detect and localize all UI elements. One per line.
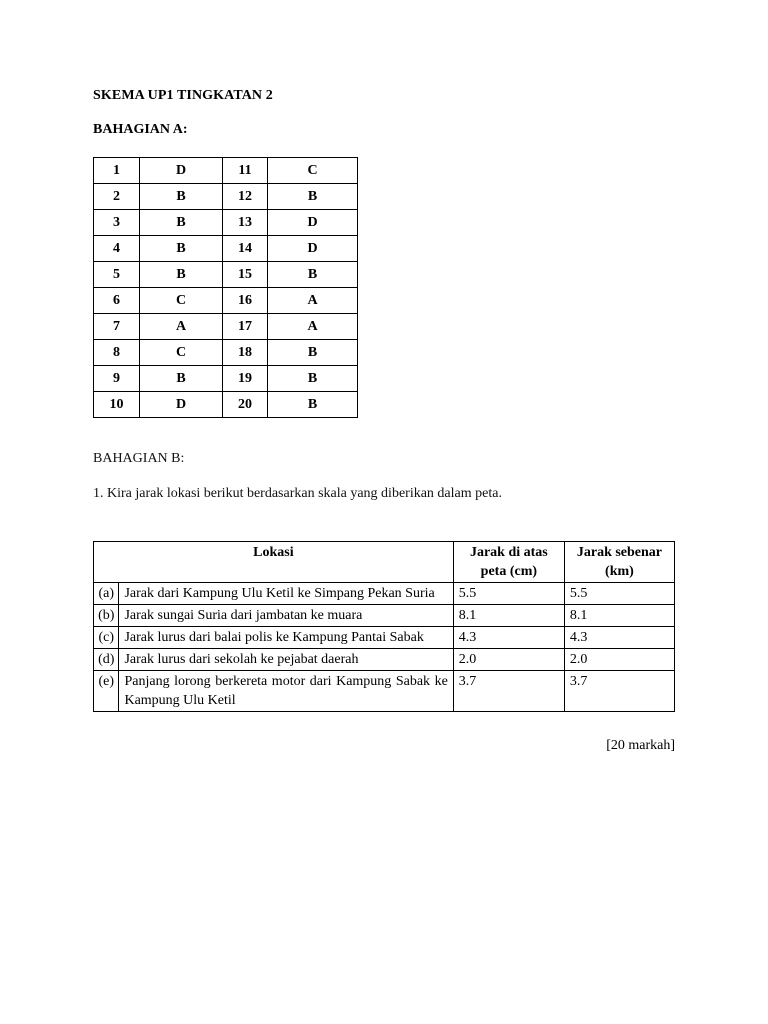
- header-real-distance: Jarak sebenar (km): [564, 542, 674, 583]
- question-number: 16: [223, 288, 268, 314]
- question-number: 8: [94, 340, 140, 366]
- question-number: 18: [223, 340, 268, 366]
- map-distance-value: 4.3: [453, 627, 564, 649]
- answer-cell: B: [268, 184, 358, 210]
- question-number: 3: [94, 210, 140, 236]
- question-number: 15: [223, 262, 268, 288]
- answer-cell: B: [268, 262, 358, 288]
- table-row: [94, 262, 358, 288]
- answer-cell: C: [268, 158, 358, 184]
- table-row: [94, 649, 675, 671]
- table-row: [94, 605, 675, 627]
- table-row: [94, 392, 358, 418]
- row-description: Jarak sungai Suria dari jambatan ke muara: [119, 605, 453, 627]
- real-distance-value: 2.0: [564, 649, 674, 671]
- answer-cell: D: [268, 210, 358, 236]
- section-b-heading: BAHAGIAN B:: [93, 451, 185, 466]
- answer-cell: B: [140, 184, 223, 210]
- question-number: 4: [94, 236, 140, 262]
- question-number: 2: [94, 184, 140, 210]
- row-description: Jarak lurus dari sekolah ke pejabat daerah: [119, 649, 453, 671]
- answer-cell: B: [140, 262, 223, 288]
- table-row: [94, 314, 358, 340]
- answer-cell: D: [140, 158, 223, 184]
- table-row: [94, 340, 358, 366]
- table-row: [94, 158, 358, 184]
- answer-cell: B: [140, 366, 223, 392]
- row-label: (a): [94, 583, 119, 605]
- table-row: [94, 627, 675, 649]
- answer-cell: B: [268, 340, 358, 366]
- row-label: (d): [94, 649, 119, 671]
- row-label: (b): [94, 605, 119, 627]
- answer-cell: A: [140, 314, 223, 340]
- question-number: 7: [94, 314, 140, 340]
- header-location: Lokasi: [94, 542, 454, 583]
- answer-cell: C: [140, 340, 223, 366]
- answer-cell: A: [268, 314, 358, 340]
- answer-cell: B: [140, 210, 223, 236]
- answer-cell: B: [268, 366, 358, 392]
- total-marks: [20 markah]: [606, 738, 675, 753]
- question-number: 17: [223, 314, 268, 340]
- row-description: Panjang lorong berkereta motor dari Kampung Sabak ke Kampung Ulu Ketil: [119, 671, 453, 712]
- question-number: 20: [223, 392, 268, 418]
- question-number: 13: [223, 210, 268, 236]
- answer-cell: A: [268, 288, 358, 314]
- row-label: (c): [94, 627, 119, 649]
- question-text: 1. Kira jarak lokasi berikut berdasarkan skala yang diberikan dalam peta.: [93, 486, 502, 501]
- section-a-heading: BAHAGIAN A:: [93, 122, 188, 137]
- question-number: 10: [94, 392, 140, 418]
- table-row: [94, 288, 358, 314]
- row-label: (e): [94, 671, 119, 712]
- map-distance-value: 5.5: [453, 583, 564, 605]
- row-description: Jarak lurus dari balai polis ke Kampung Pantai Sabak: [119, 627, 453, 649]
- question-number: 6: [94, 288, 140, 314]
- real-distance-value: 3.7: [564, 671, 674, 712]
- table-row: [94, 236, 358, 262]
- question-number: 5: [94, 262, 140, 288]
- question-number: 12: [223, 184, 268, 210]
- table-row: [94, 583, 675, 605]
- table-row: [94, 366, 358, 392]
- table-row: [94, 184, 358, 210]
- map-distance-value: 8.1: [453, 605, 564, 627]
- answer-cell: B: [268, 392, 358, 418]
- question-number: 11: [223, 158, 268, 184]
- question-number: 9: [94, 366, 140, 392]
- answer-cell: C: [140, 288, 223, 314]
- table-header-row: [94, 542, 675, 583]
- real-distance-value: 4.3: [564, 627, 674, 649]
- map-distance-value: 3.7: [453, 671, 564, 712]
- header-map-distance: Jarak di atas peta (cm): [453, 542, 564, 583]
- distance-table: [93, 541, 675, 712]
- table-row: [94, 671, 675, 712]
- row-description: Jarak dari Kampung Ulu Ketil ke Simpang Pekan Suria: [119, 583, 453, 605]
- question-number: 19: [223, 366, 268, 392]
- table-row: [94, 210, 358, 236]
- real-distance-value: 8.1: [564, 605, 674, 627]
- real-distance-value: 5.5: [564, 583, 674, 605]
- answer-cell: D: [140, 392, 223, 418]
- map-distance-value: 2.0: [453, 649, 564, 671]
- document-title: SKEMA UP1 TINGKATAN 2: [93, 88, 273, 103]
- question-number: 14: [223, 236, 268, 262]
- answer-cell: B: [140, 236, 223, 262]
- question-number: 1: [94, 158, 140, 184]
- answer-cell: D: [268, 236, 358, 262]
- answer-key-table: [93, 157, 358, 418]
